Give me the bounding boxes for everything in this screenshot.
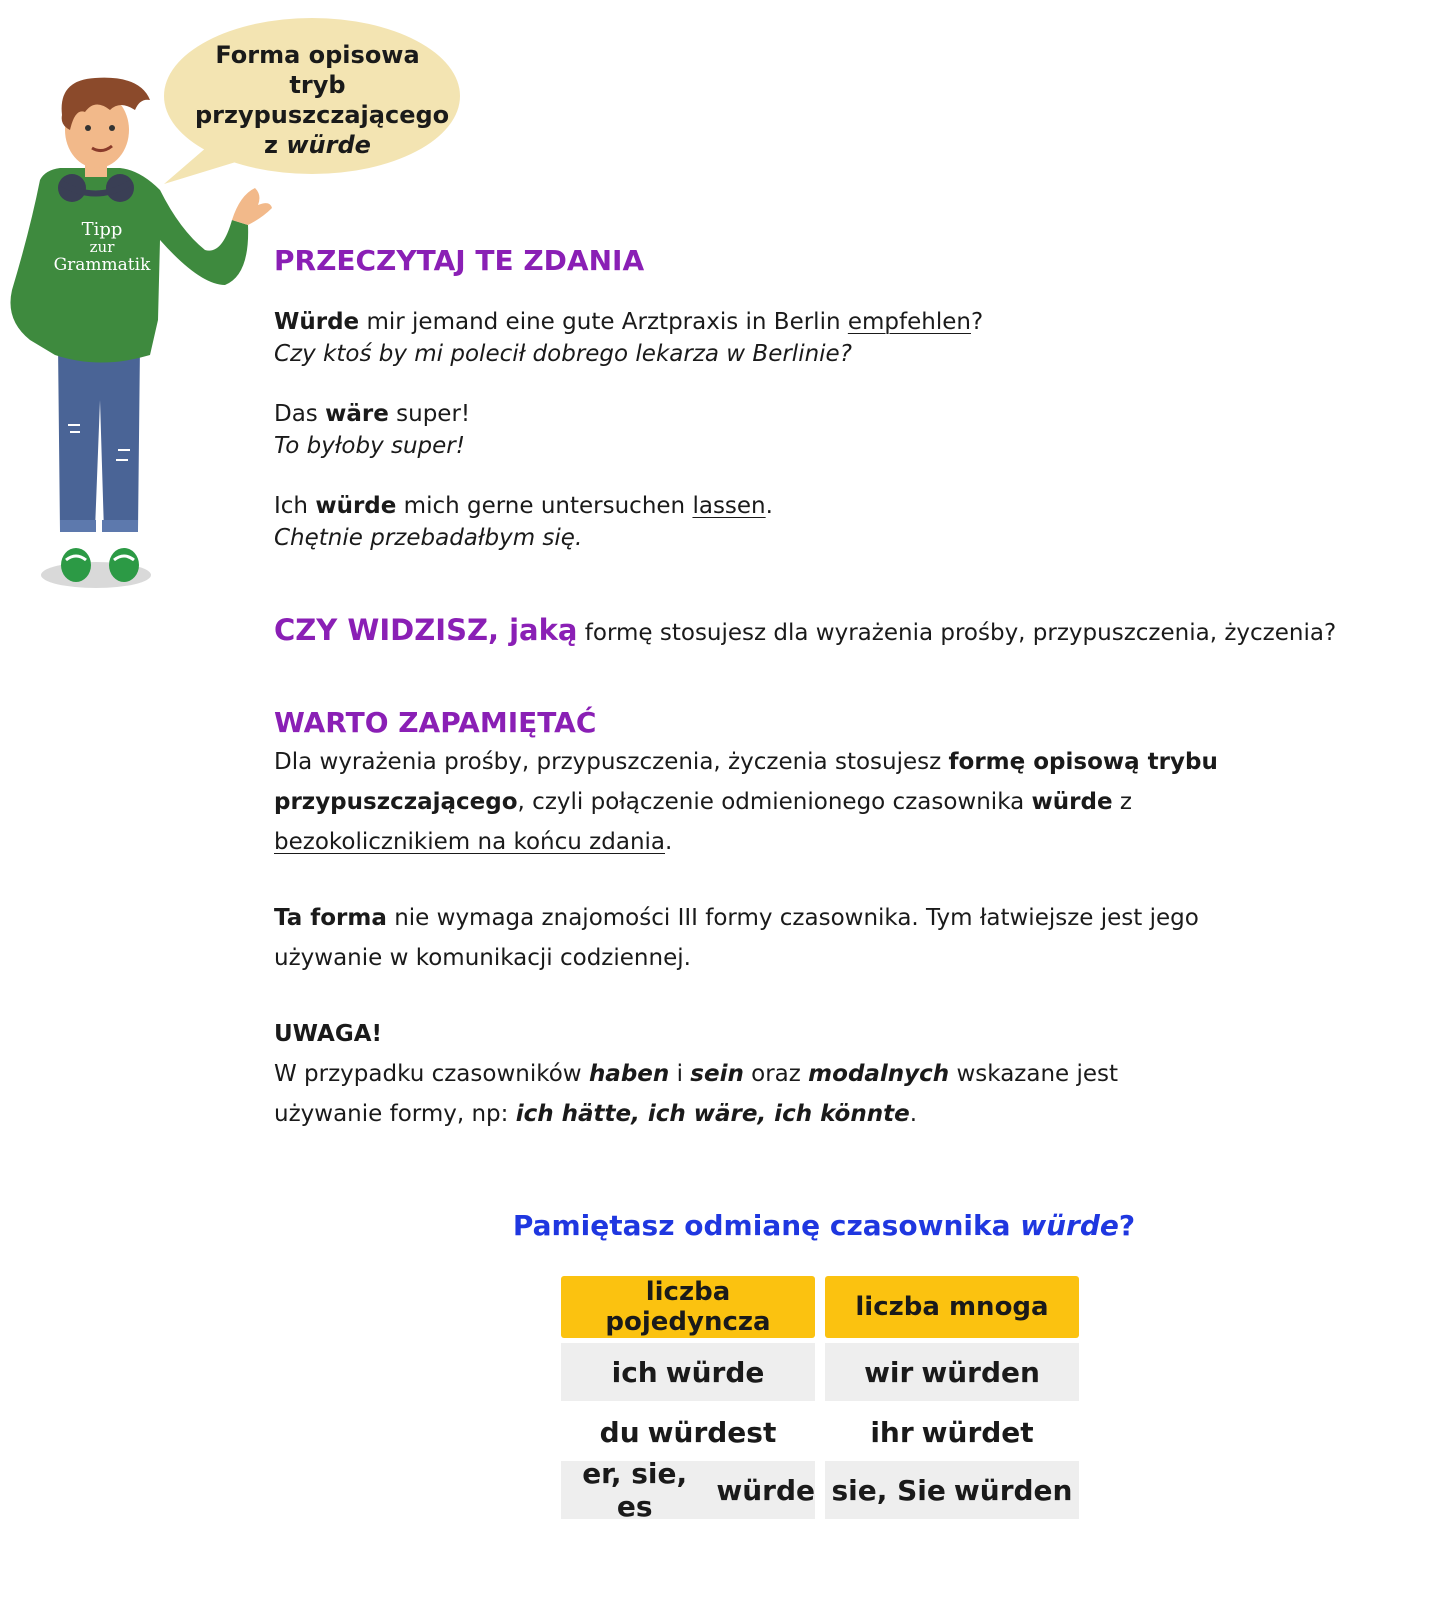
question-line: CZY WIDZISZ, jaką formę stosujesz dla wyrażenia prośby, przypuszczenia, życzenia? <box>274 613 1337 647</box>
form-note-paragraph: Ta forma nie wymaga znajomości III formy czasownika. Tym łatwiejsze jest jego używanie w komunikacji codziennej. <box>274 905 1199 971</box>
shirt-text-line1: Tipp <box>81 219 123 240</box>
cell-plural-2: ihr würdet <box>870 1415 1034 1449</box>
shirt-text-line2: zur <box>89 238 115 256</box>
header-plural: liczba mnoga <box>825 1276 1079 1338</box>
mascot-illustration <box>0 70 280 610</box>
header-singular: liczba pojedyncza <box>561 1276 815 1338</box>
cell-singular-1: ich würde <box>561 1343 815 1401</box>
rule-paragraph: Dla wyrażenia prośby, przypuszczenia, życzenia stosujesz formę opisową trybu przypuszczającego, czyli połączenie odmienionego czasownika würde z bezokolicznikiem na końcu zdania. <box>274 749 1218 855</box>
translation-2: To byłoby super! <box>274 433 465 459</box>
cell-singular-2: du würdest <box>599 1415 777 1449</box>
example-sentence-1: Würde mir jemand eine gute Arztpraxis in Berlin empfehlen? Czy ktoś by mi polecił dobrego lekarza w Berlinie? <box>274 306 1394 370</box>
table-title: Pamiętasz odmianę czasownika würde? <box>512 1209 1136 1242</box>
cell-plural-1: wir würden <box>825 1343 1079 1401</box>
cell-plural-3: sie, Sie würden <box>825 1461 1079 1519</box>
heading-remember: WARTO ZAPAMIĘTAĆ <box>274 706 597 739</box>
shirt-text-line3: Grammatik <box>53 255 151 275</box>
warning-title: UWAGA! <box>274 1021 382 1047</box>
bubble-title: Forma opisowa tryb przypuszczającego z würde <box>195 41 450 159</box>
example-sentence-3: Ich würde mich gerne untersuchen lassen. Chętnie przebadałbym się. <box>274 490 1394 554</box>
example-sentence-2: Das wäre super! To byłoby super! <box>274 398 1394 462</box>
translation-1: Czy ktoś by mi polecił dobrego lekarza w Berlinie? <box>274 341 852 367</box>
translation-3: Chętnie przebadałbym się. <box>274 525 583 551</box>
warning-block: UWAGA! W przypadku czasowników haben i sein oraz modalnych wskazane jest używanie formy, np: ich hätte, ich wäre, ich könnte. <box>274 1014 1214 1134</box>
cell-singular-3: er, sie, es würde <box>561 1461 815 1519</box>
heading-read-sentences: PRZECZYTAJ TE ZDANIA <box>274 244 645 277</box>
